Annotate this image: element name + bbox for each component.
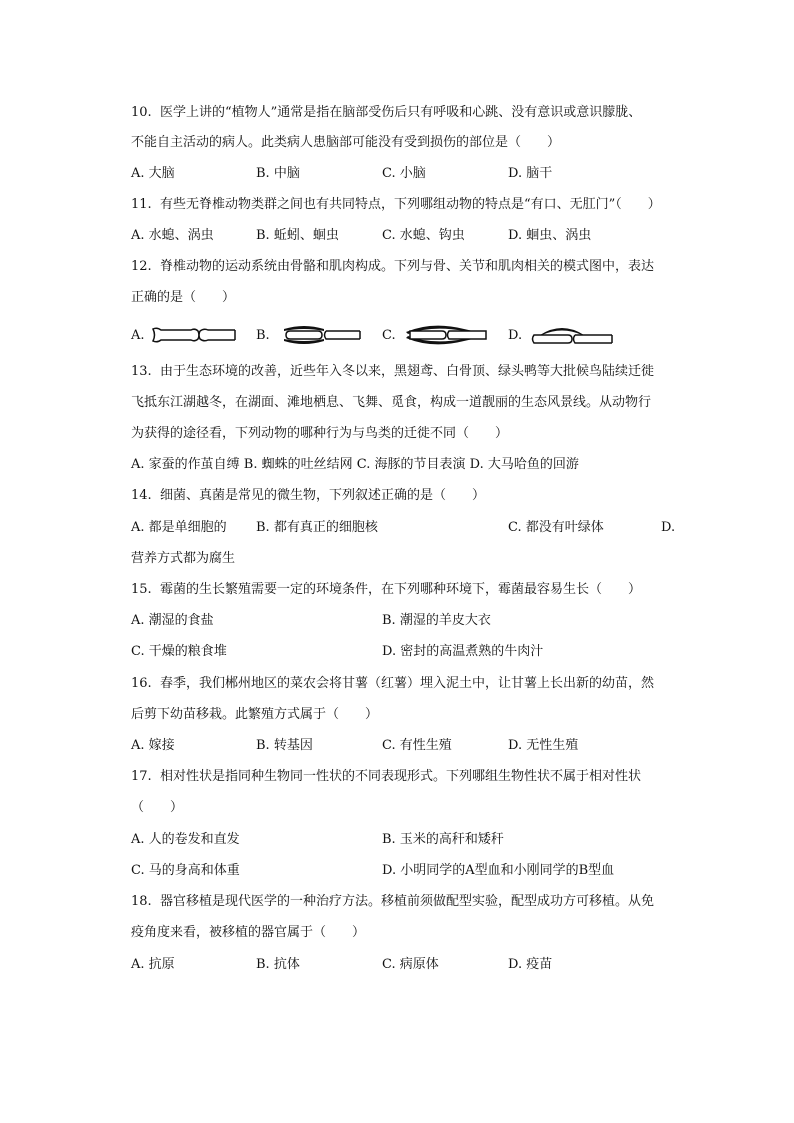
- q14-option-d-continuation: 营养方式都为腐生: [131, 551, 236, 566]
- q15-option-b: B. 潮湿的羊皮大衣: [382, 613, 491, 628]
- q10-option-d: D. 脑干: [508, 166, 553, 181]
- q12-stem-line1: 12. 脊椎动物的运动系统由骨骼和肌肉构成。下列与骨、关节和肌肉相关的模式图中，表达: [131, 259, 654, 274]
- q16-option-b: B. 转基因: [256, 738, 313, 753]
- q12-figure-option-c: [382, 323, 488, 347]
- q12-figure-label-d: D.: [508, 327, 523, 343]
- q17-option-c: C. 马的身高和体重: [131, 863, 240, 878]
- q18-option-d: D. 疫苗: [508, 957, 553, 972]
- q13-stem-line2: 飞抵东江湖越冬，在湖面、滩地栖息、飞舞、觅食，构成一道靓丽的生态风景线。从动物行: [131, 395, 652, 410]
- q15-option-a: A. 潮湿的食盐: [131, 613, 214, 628]
- q17-stem-line2: （ ）: [131, 800, 184, 815]
- bone-muscle-icon: [528, 323, 614, 347]
- q10-option-a: A. 大脑: [131, 166, 175, 181]
- q10-option-b: B. 中脑: [256, 166, 300, 181]
- q17-option-a: A. 人的卷发和直发: [131, 832, 240, 847]
- q18-option-a: A. 抗原: [131, 957, 175, 972]
- q16-option-a: A. 嫁接: [131, 738, 175, 753]
- q16-stem-line1: 16. 春季，我们郴州地区的菜农会将甘薯（红薯）埋入泥土中，让甘薯上长出新的幼苗，然: [131, 676, 654, 691]
- q12-figure-label-a: A.: [131, 327, 145, 343]
- q10-stem-line2: 不能自主活动的病人。此类病人患脑部可能没有受到损伤的部位是（ ）: [131, 135, 561, 150]
- q10-stem-line1: 10. 医学上讲的“植物人”通常是指在脑部受伤后只有呼吸和心跳、没有意识或意识朦胧、: [131, 105, 642, 120]
- q18-stem-line1: 18. 器官移植是现代医学的一种治疗方法。移植前须做配型实验，配型成功方可移植。从免: [131, 894, 654, 909]
- q11-option-b: B. 蚯蚓、蛔虫: [256, 228, 339, 243]
- q17-option-b: B. 玉米的高秆和矮秆: [382, 832, 504, 847]
- q10-option-c: C. 小脑: [382, 166, 426, 181]
- q13-stem-line1: 13. 由于生态环境的改善，近些年入冬以来，黑翅鸢、白骨顶、绿头鸭等大批候鸟陆续迁徙: [131, 364, 654, 379]
- q18-option-b: B. 抗体: [256, 957, 300, 972]
- q11-option-d: D. 蛔虫、涡虫: [508, 228, 592, 243]
- q14-option-b: B. 都有真正的细胞核: [256, 520, 378, 535]
- bone-joint-icon: [151, 324, 237, 346]
- q13-options-line: A. 家蚕的作茧自缚 B. 蜘蛛的吐丝结网 C. 海豚的节目表演 D. 大马哈鱼的回游: [131, 457, 579, 472]
- q11-stem-line1: 11. 有些无脊椎动物类群之间也有共同特点，下列哪组动物的特点是“有口、无肛门”（ ）: [131, 197, 661, 212]
- q16-option-c: C. 有性生殖: [382, 738, 452, 753]
- q13-stem-line3: 为获得的途径看，下列动物的哪种行为与鸟类的迁徙不同（ ）: [131, 426, 509, 441]
- q14-option-a: A. 都是单细胞的: [131, 520, 227, 535]
- q18-option-c: C. 病原体: [382, 957, 439, 972]
- q17-option-d: D. 小明同学的A型血和小刚同学的B型血: [382, 863, 615, 878]
- q15-option-c: C. 干燥的粮食堆: [131, 644, 227, 659]
- q11-option-c: C. 水螅、钩虫: [382, 228, 465, 243]
- bone-muscle-icon: [276, 324, 362, 346]
- q11-option-a: A. 水螅、涡虫: [131, 228, 214, 243]
- q14-option-d: D.: [661, 520, 676, 535]
- q16-option-d: D. 无性生殖: [508, 738, 579, 753]
- q12-figure-label-b: B.: [256, 327, 270, 343]
- q14-stem-line1: 14. 细菌、真菌是常见的微生物，下列叙述正确的是（ ）: [131, 488, 485, 503]
- q12-figure-option-b: [256, 323, 362, 347]
- q12-stem-line2: 正确的是（ ）: [131, 290, 236, 305]
- q12-figure-option-d: [508, 323, 614, 347]
- q16-stem-line2: 后剪下幼苗移栽。此繁殖方式属于（ ）: [131, 707, 379, 722]
- q15-stem-line1: 15. 霉菌的生长繁殖需要一定的环境条件，在下列哪种环境下，霉菌最容易生长（ ）: [131, 582, 641, 597]
- q14-option-c: C. 都没有叶绿体: [508, 520, 604, 535]
- q15-option-d: D. 密封的高温煮熟的牛肉汁: [382, 644, 544, 659]
- q17-stem-line1: 17. 相对性状是指同种生物同一性状的不同表现形式。下列哪组生物性状不属于相对性状: [131, 769, 641, 784]
- q12-figure-label-c: C.: [382, 327, 396, 343]
- bone-muscle-icon: [402, 323, 488, 347]
- q12-figure-option-a: [131, 323, 237, 347]
- q18-stem-line2: 疫角度来看，被移植的器官属于（ ）: [131, 925, 366, 940]
